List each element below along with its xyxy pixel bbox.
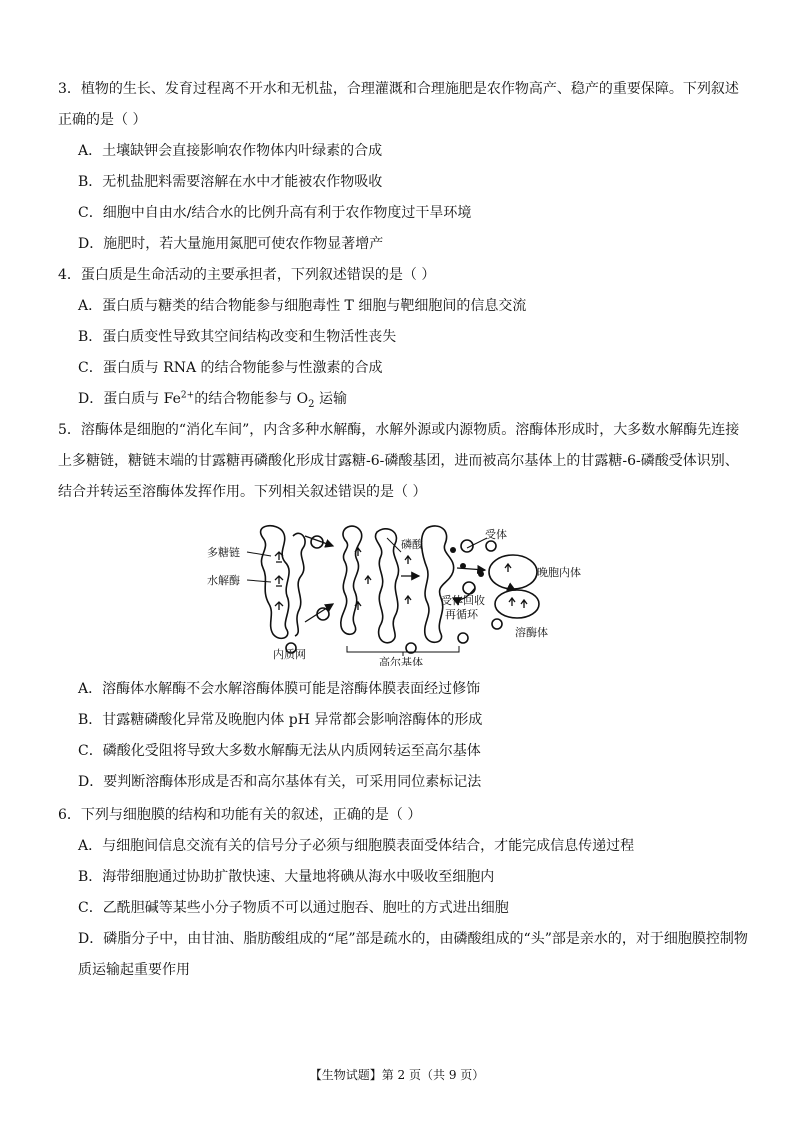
- question-6-stem: 6．下列与细胞膜的结构和功能有关的叙述，正确的是（ ）: [58, 807, 422, 823]
- golgi-trans-membrane: [422, 526, 454, 642]
- vesicle: [463, 582, 475, 594]
- question-5-option-d: D．要判断溶酶体形成是否和高尔基体有关，可采用同位素标记法: [78, 774, 482, 790]
- question-5-option-c: C．磷酸化受阻将导致大多数水解酶无法从内质网转运至高尔基体: [78, 743, 481, 759]
- label-er: 内质网: [273, 648, 306, 661]
- arrow: [305, 536, 333, 546]
- label-lysosome: 溶酶体: [515, 626, 548, 639]
- question-3-option-c: C．细胞中自由水/结合水的比例升高有利于农作物度过干旱环境: [78, 205, 472, 221]
- question-5-options: [58, 674, 748, 798]
- arrow: [513, 589, 515, 590]
- er-membrane: [261, 526, 289, 639]
- question-6-option-c: C．乙酰胆碱等某些小分子物质不可以通过胞吞、胞吐的方式进出细胞: [78, 900, 509, 916]
- label-polysaccharide: 多糖链: [207, 546, 240, 559]
- hydrolase-symbol: [505, 564, 511, 572]
- label-receptor-recycle: 受体回收: [441, 594, 485, 607]
- hydrolase-symbol: [405, 596, 411, 604]
- page-footer: 【生物试题】第 2 页（共 9 页）: [309, 1068, 485, 1082]
- question-6: [58, 800, 748, 986]
- hydrolase-symbol: [405, 556, 411, 564]
- vesicle: [492, 619, 502, 629]
- question-4-option-b: B．蛋白质变性导致其空间结构改变和生物活性丧失: [78, 329, 397, 345]
- label-hydrolase: 水解酶: [207, 574, 240, 587]
- golgi-cis-membrane: [341, 526, 362, 634]
- label-late-endosome: 晚胞内体: [537, 566, 581, 579]
- iron-charge-superscript: 2+: [180, 390, 195, 401]
- label-golgi: 高尔基体: [379, 656, 423, 666]
- label-phosphoric: 磷酸: [401, 538, 423, 551]
- question-3-stem: 3．植物的生长、发育过程离不开水和无机盐，合理灌溉和合理施肥是农作物高产、稳产的重要保障。下列叙述正确的是（ ）: [58, 81, 739, 128]
- hydrolase-symbol: [275, 602, 283, 610]
- question-3: [58, 74, 748, 260]
- question-4: [58, 260, 748, 415]
- question-4-option-d-text-3: 运输: [314, 391, 347, 407]
- lysosome-membrane: [495, 590, 539, 618]
- receptor-dot: [450, 547, 456, 553]
- question-5: [58, 415, 748, 508]
- question-6-option-a: A．与细胞间信息交流有关的信号分子必须与细胞膜表面受体结合，才能完成信息传递过程: [78, 838, 635, 854]
- late-endosome-membrane: [489, 555, 537, 589]
- leader-line: [467, 538, 487, 548]
- hydrolase-symbol: [509, 598, 515, 606]
- question-6-option-b: B．海带细胞通过协助扩散快速、大量地将碘从海水中吸收至细胞内: [78, 869, 495, 885]
- vesicle: [486, 541, 496, 551]
- label-recycle: 再循环: [445, 608, 478, 621]
- question-6-option-d: D．磷脂分子中，由甘油、脂肪酸组成的“尾”部是疏水的，由磷酸组成的“头”部是亲水的，对于细胞膜控制物质运输起重要作用: [78, 931, 748, 978]
- er-membrane-inner: [293, 533, 305, 636]
- question-5-stem: 5．溶酶体是细胞的“消化车间”，内含多种水解酶，水解外源或内源物质。溶酶体形成时，大多数水解酶先连接上多糖链，糖链末端的甘露糖再磷酸化形成甘露糖-6-磷酸基团，进而被高尔基体上的甘露糖-6-磷酸受体识别、结合并转运至溶酶体发挥作用。下列相关叙述错误的是（ ）: [58, 422, 740, 500]
- question-4-option-d-text-1: D．蛋白质与 Fe: [78, 391, 181, 407]
- question-4-stem: 4．蛋白质是生命活动的主要承担者，下列叙述错误的是（ ）: [58, 267, 436, 283]
- oxygen-subscript: 2: [308, 398, 315, 410]
- hydrolase-symbol: [521, 600, 527, 608]
- hydrolase-symbol: [365, 576, 371, 584]
- leader-line: [247, 552, 271, 556]
- question-5-option-a: A．溶酶体水解酶不会水解溶酶体膜可能是溶酶体膜表面经过修饰: [78, 681, 481, 697]
- question-3-option-b: B．无机盐肥料需要溶解在水中才能被农作物吸收: [78, 174, 383, 190]
- leader-line: [247, 580, 271, 582]
- question-4-option-d-text-2: 的结合物能参与 O: [194, 391, 309, 407]
- question-4-option-d: [58, 384, 748, 415]
- question-4-option-a: A．蛋白质与糖类的结合物能参与细胞毒性 T 细胞与靶细胞间的信息交流: [78, 298, 527, 314]
- lysosome-formation-diagram: [205, 518, 588, 666]
- hydrolase-symbol: [275, 576, 283, 586]
- golgi-bracket: [347, 646, 459, 656]
- question-5-option-b: B．甘露糖磷酸化异常及晚胞内体 pH 异常都会影响溶酶体的形成: [78, 712, 483, 728]
- arrow: [457, 568, 485, 570]
- question-3-option-d: D．施肥时，若大量施用氮肥可使农作物显著增产: [78, 236, 384, 252]
- vesicle: [458, 633, 468, 643]
- question-3-option-a: A．土壤缺钾会直接影响农作物体内叶绿素的合成: [78, 143, 383, 159]
- receptor-dot: [478, 571, 484, 577]
- question-4-option-c: C．蛋白质与 RNA 的结合物能参与性激素的合成: [78, 360, 383, 376]
- label-receptor: 受体: [485, 528, 507, 541]
- diagram-svg: [205, 518, 588, 666]
